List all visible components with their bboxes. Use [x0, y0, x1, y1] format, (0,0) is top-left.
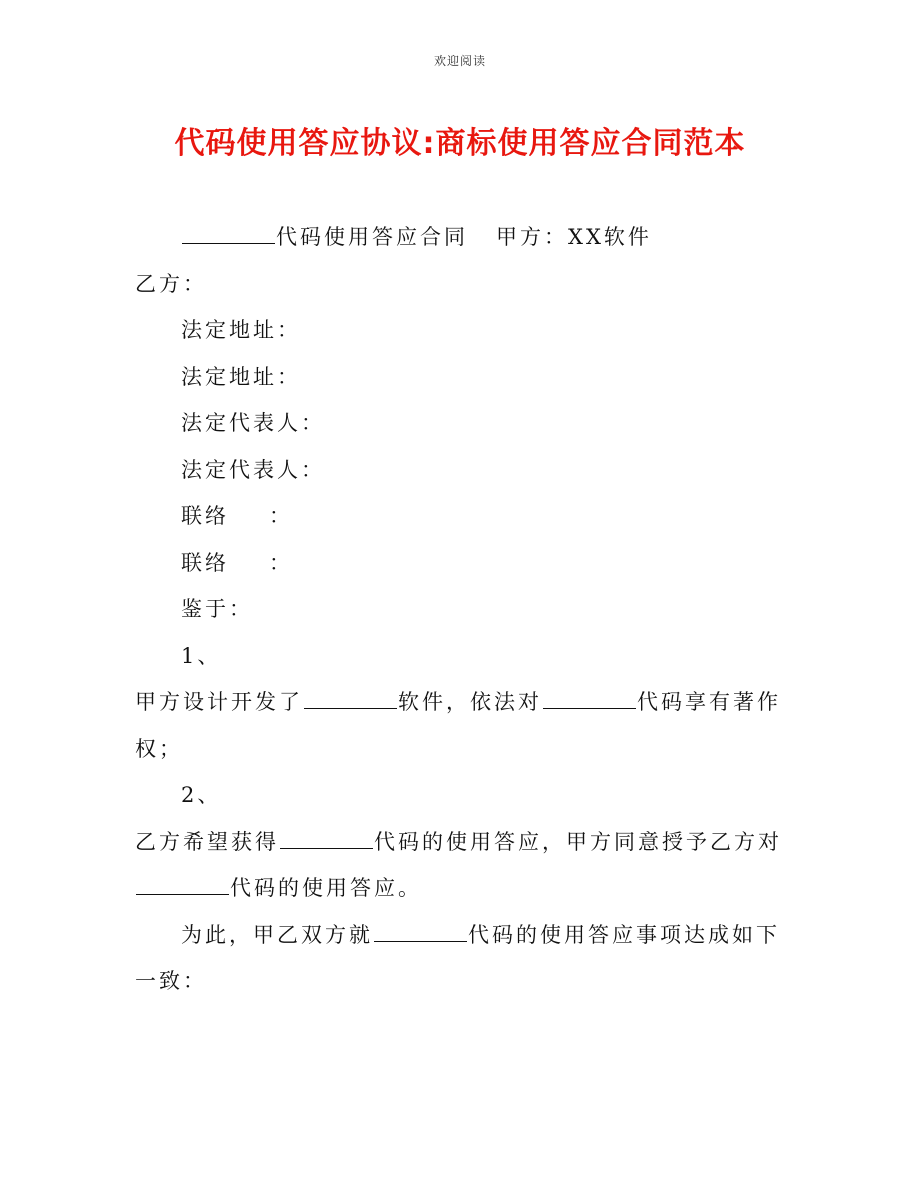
blank-line [136, 874, 229, 895]
contract-name: 代码使用答应合同 [276, 225, 468, 249]
contact-1 [135, 493, 790, 540]
contact-2 [135, 540, 790, 587]
legal-representative-1: 法定代表人： [181, 411, 325, 435]
blank-line [374, 921, 467, 942]
blank-line [182, 223, 275, 244]
whereas-heading: 鉴于： [181, 597, 253, 621]
item-2-number: 2、 [181, 783, 222, 807]
document-body [135, 214, 790, 1005]
party-b: 乙方： [135, 271, 207, 296]
item-2-text: 乙方希望获得 代码的使用答应，甲方同意授予乙方对代码的使用答应。 [135, 829, 782, 900]
contact-label: 联络 [181, 550, 229, 575]
page-header-note: 欢迎阅读 [433, 54, 486, 68]
contact-colon: ： [269, 550, 293, 575]
party-a: 甲方：XX软件 [496, 225, 652, 249]
blank-line [280, 828, 373, 849]
document-title: 代码使用答应协议:商标使用答应合同范本 [174, 126, 746, 161]
contact-label: 联络 [181, 504, 229, 528]
closing-text: 为此，甲乙双方就 代码的使用答应事项达成如下一致： [135, 922, 780, 993]
legal-address-1: 法定地址： [181, 318, 301, 342]
legal-address-2: 法定地址： [181, 364, 301, 389]
item-1-text: 甲方设计开发了 软件，依法对 代码享有著作权； [135, 690, 781, 761]
contract-heading-line [135, 214, 790, 261]
contact-colon: ： [269, 504, 293, 528]
blank-line [304, 688, 397, 709]
item-1-number: 1、 [181, 643, 222, 668]
legal-representative-2: 法定代表人： [181, 457, 325, 482]
blank-line [543, 688, 636, 709]
